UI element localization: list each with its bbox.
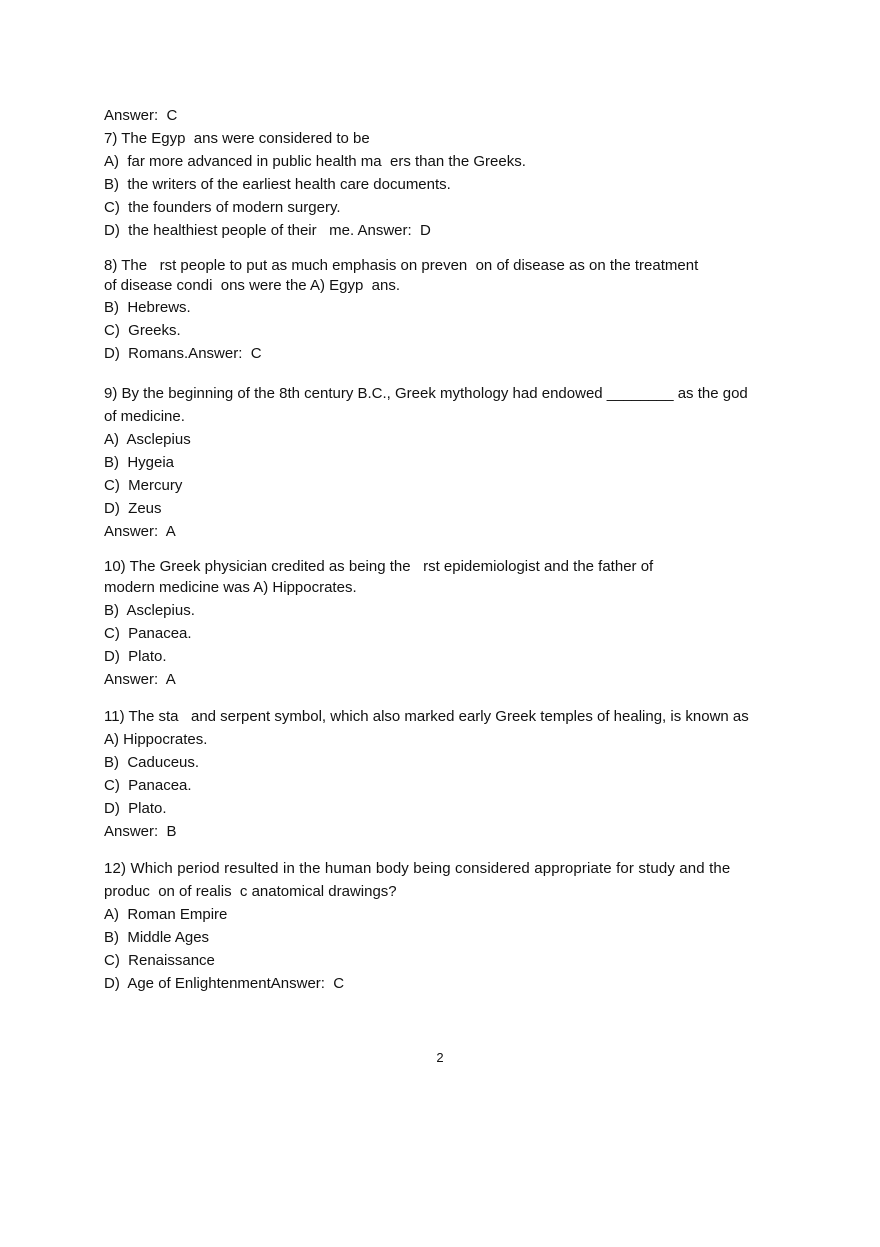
question-12-option-c: C) Renaissance (104, 952, 215, 969)
question-7-option-d: D) the healthiest people of their me. Answer: D (104, 222, 431, 239)
question-9-answer: Answer: A (104, 523, 176, 540)
question-12-option-d: D) Age of EnlightenmentAnswer: C (104, 975, 345, 992)
document-body (104, 104, 778, 995)
question-10-option-d: D) Plato. (104, 648, 167, 665)
question-11-option-c: C) Panacea. (104, 777, 192, 794)
question-10-stem-line-2: modern medicine was A) Hippocrates. (104, 579, 357, 596)
question-10-stem-line-1: 10) The Greek physician credited as being the rst epidemiologist and the father of (104, 558, 654, 575)
question-9-option-d: D) Zeus (104, 500, 162, 517)
question-8 (104, 256, 778, 365)
question-12-stem-line-2: produc on of realis c anatomical drawings? (104, 883, 397, 900)
question-7-stem: 7) The Egyp ans were considered to be (104, 130, 370, 147)
question-12-stem-line-1: 12) Which period resulted in the human body being considered appropriate for study and the (104, 860, 731, 877)
question-7-option-b: B) the writers of the earliest health care documents. (104, 176, 451, 193)
question-12-option-b: B) Middle Ages (104, 929, 210, 946)
question-11-option-d: D) Plato. (104, 800, 167, 817)
question-7-option-a: A) far more advanced in public health ma ers than the Greeks. (104, 153, 526, 170)
question-10-option-c: C) Panacea. (104, 625, 192, 642)
question-9-stem-line-1: 9) By the beginning of the 8th century B.C., Greek mythology had endowed ________ as the god (104, 385, 748, 402)
question-8-option-d: D) Romans.Answer: C (104, 345, 262, 362)
answer-line: Answer: C (104, 107, 178, 124)
question-8-stem-line-2: of disease condi ons were the A) Egyp ans. (104, 277, 401, 294)
question-9-option-b: B) Hygeia (104, 454, 175, 471)
question-8-stem-line-1: 8) The rst people to put as much emphasis on preven on of disease as on the treatment (104, 257, 699, 274)
page-number: 2 (436, 1050, 444, 1065)
question-11-option-b: B) Caduceus. (104, 754, 200, 771)
question-11 (104, 705, 778, 843)
question-8-option-b: B) Hebrews. (104, 299, 191, 316)
question-10 (104, 557, 778, 691)
question-12-option-a: A) Roman Empire (104, 906, 228, 923)
question-7-option-c: C) the founders of modern surgery. (104, 199, 341, 216)
question-9-option-c: C) Mercury (104, 477, 183, 494)
question-11-stem: 11) The sta and serpent symbol, which also marked early Greek temples of healing, is known as (104, 708, 749, 725)
question-11-option-a: A) Hippocrates. (104, 731, 208, 748)
question-11-answer: Answer: B (104, 823, 177, 840)
question-9 (104, 382, 778, 543)
question-9-option-a: A) Asclepius (104, 431, 191, 448)
question-10-answer: Answer: A (104, 671, 176, 688)
question-8-option-c: C) Greeks. (104, 322, 181, 339)
question-9-stem-line-2: of medicine. (104, 408, 185, 425)
question-10-option-b: B) Asclepius. (104, 602, 195, 619)
question-12 (104, 857, 778, 995)
question-7 (104, 127, 778, 242)
